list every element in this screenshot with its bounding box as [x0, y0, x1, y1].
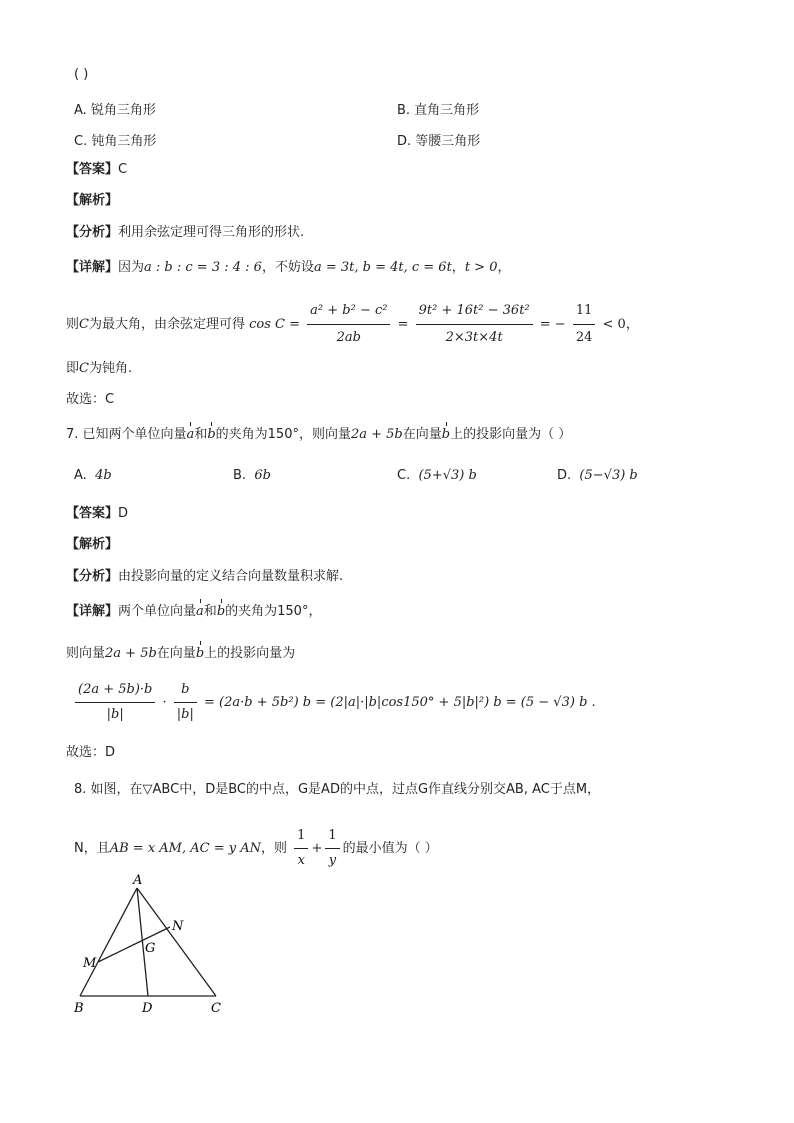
step2-pre: 则: [66, 317, 80, 332]
q6-option-d: D. 等腰三角形: [397, 134, 481, 149]
q7-option-b: B. 6b: [233, 468, 271, 483]
q7-stem: 7. 已知两个单位向量a和b的夹角为150°，则向量2a + 5b在向量b上的投影向量为（ ）: [66, 427, 572, 442]
step1-mid: ，不妨设: [261, 260, 314, 275]
line-mn: [98, 927, 170, 962]
set-expr: a = 3t, b = 4t, c = 6t: [313, 260, 452, 275]
substituted-fraction: $\frac{\text{9t² + 16t² − 36t²}}{2\times 3t\times 4t}$: [416, 300, 533, 349]
ratio-expr: a : b : c = 3 : 4 : 6: [144, 260, 262, 275]
label-c: C: [211, 1001, 221, 1016]
label-d: D: [142, 1001, 153, 1016]
q6-step2: 则C为最大角，由余弦定理可得 cos C = $\frac{\text{a² + b² − c²}}{2ab}$ = $\frac{\text{9t² + 16t² − 36t²}}{2\times 3t\times 4t}$ = − $\frac{11}{24}$ < 0，: [66, 300, 639, 349]
fenxi-text: 利用余弦定理可得三角形的形状.: [118, 225, 305, 240]
step2-end: < 0: [602, 317, 626, 332]
label-a: A: [133, 873, 143, 888]
q6-paren: ( ): [74, 67, 89, 82]
step2-mid: 为最大角，由余弦定理可得: [88, 317, 245, 332]
frac-1-over-y: $\frac{1}{y}$: [325, 826, 339, 871]
q6-fenxi: [66, 224, 304, 242]
q6-answer: [66, 161, 127, 179]
q7-option-d: D. (5−√3) b: [557, 468, 638, 483]
q7-line2: 则向量2a + 5b在向量b上的投影向量为: [66, 646, 296, 661]
q7-option-a: A. 4b: [74, 468, 112, 483]
answer-tag: 【答案】: [66, 162, 119, 177]
q8-line2: N，且AB = x AM, AC = y AN，则 $\frac{1}{x}$ + $\frac{1}{y}$ 的最小值为（ ）: [74, 826, 438, 871]
answer-value: C: [118, 162, 128, 177]
q7-option-c: C. (5+√3) b: [397, 468, 477, 483]
label-m: M: [83, 956, 97, 971]
q6-option-b: B. 直角三角形: [397, 103, 480, 118]
q8-line1: 8. 如图，在▽ABC中，D是BC的中点，G是AD的中点，过点G作直线分别交AB, AC于点M，: [74, 782, 601, 797]
fenxi-tag: 【分析】: [66, 225, 119, 240]
calc-rest: = (2a·b + 5b²) b = (2|a|·|b|cos150° + 5|b|²) b = (5 − √3) b .: [204, 695, 596, 710]
calc-fraction-1: $\frac{(2a + 5b)\cdot b}{|b|}$: [75, 680, 155, 725]
q6-step3: 即C为钝角.: [66, 361, 133, 376]
step2-c: C: [79, 317, 89, 332]
q7-fenxi: 【分析】由投影向量的定义结合向量数量积求解.: [66, 569, 344, 584]
q7-choose: 故选：D: [66, 745, 116, 760]
q7-calc: $\frac{(2a + 5b)\cdot b}{|b|}$ · $\frac{b}{|b|}$ = (2a·b + 5b²) b = (2|a|·|b|cos150° + 5|b|²) b = (5 − √3) b .: [72, 680, 596, 725]
q7-answer: 【答案】D: [66, 506, 129, 521]
q6-option-a: A. 锐角三角形: [74, 103, 156, 118]
q6-step1: 【详解】因为a : b : c = 3 : 4 : 6，不妨设a = 3t, b = 4t, c = 6t，t > 0，: [66, 260, 511, 275]
result-fraction: $\frac{11}{24}$: [573, 300, 596, 349]
xiangjie-tag: 【详解】: [66, 260, 119, 275]
triangle-figure: [72, 870, 242, 1020]
cond-expr: t > 0: [464, 260, 498, 275]
side-ab: [80, 888, 137, 996]
label-g: G: [145, 941, 156, 956]
q7-analysis-tag: 【解析】: [66, 537, 119, 552]
q6-option-c: C. 钝角三角形: [74, 134, 157, 149]
step1-pre: 因为: [118, 260, 145, 275]
calc-fraction-2: $\frac{b}{|b|}$: [174, 680, 197, 725]
q7-xiangjie: 【详解】两个单位向量a和b的夹角为150°，: [66, 604, 322, 619]
cos-c: cos C =: [249, 317, 301, 332]
q6-choose: 故选：C: [66, 392, 115, 407]
label-n: N: [172, 919, 184, 934]
q6-analysis-tag: 【解析】: [66, 193, 119, 208]
cosine-fraction: $\frac{\text{a² + b² − c²}}{2ab}$: [307, 300, 390, 349]
frac-1-over-x: $\frac{1}{x}$: [294, 826, 308, 871]
label-b: B: [74, 1001, 84, 1016]
